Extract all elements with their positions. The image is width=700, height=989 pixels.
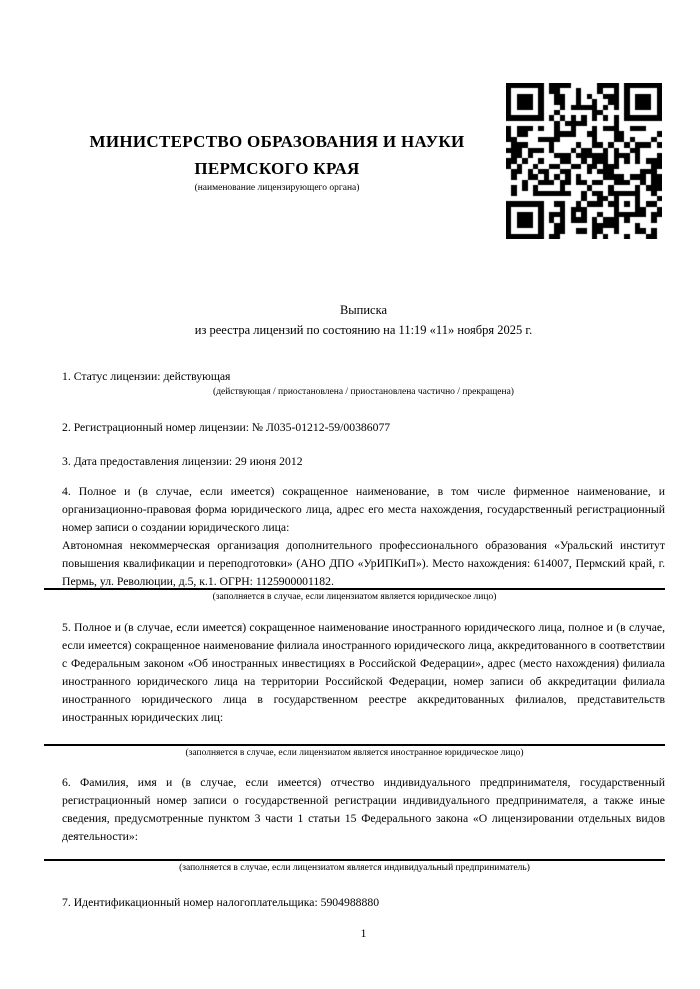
title-line1: Выписка [339, 303, 388, 317]
legal-entity-item [62, 483, 665, 592]
licensing-authority-caption: (наименование лицензирующего органа) [194, 183, 360, 193]
entrepreneur-caption: (заполняется в случае, если лицензиатом является индивидуальный предприниматель) [179, 863, 530, 873]
ministry-name-line1: МИНИСТЕРСТВО ОБРАЗОВАНИЯ И НАУКИ [89, 132, 465, 151]
license-status-options-caption: (действующая / приостановлена / приостановлена частично / прекращена) [213, 387, 514, 398]
fill-line-foreign-entity [44, 744, 665, 746]
page-number: 1 [360, 926, 367, 940]
taxpayer-id-item: 7. Идентификационный номер налогоплательщика: 5904988880 [62, 896, 380, 909]
license-status-text: 1. Статус лицензии: действующая [62, 370, 231, 383]
entrepreneur-item: 6. Фамилия, имя и (в случае, если имеется) отчество индивидуального предпринимателя, государственный регистрационный номер записи о государственной регистрации индивидуального предпринимателя, а также иные сведения, предусмотренные пунктом 3 части 1 статьи 15 Федерального закона «О лицензировании отдельных видов деятельности»: [62, 776, 665, 844]
document-header [47, 128, 507, 194]
fill-line-legal-entity [44, 588, 665, 590]
title-line2: из реестра лицензий по состоянию на 11:19 «11» ноября 2025 г. [194, 322, 533, 337]
legal-entity-caption: (заполняется в случае, если лицензиатом является юридическое лицо) [212, 592, 497, 602]
license-status-item [62, 368, 665, 398]
legal-entity-label: 4. Полное и (в случае, если имеется) сокращенное наименование, в том числе фирменное наименование, и организационно-правовая форма юридического лица, адрес его места нахождения, государственный регистрационный номер записи о создании юридического лица: [62, 485, 665, 535]
document-title [62, 301, 665, 340]
foreign-entity-caption: (заполняется в случае, если лицензиатом является иностранное юридическое лицо) [185, 748, 524, 758]
qr-code [506, 83, 662, 239]
legal-entity-value: Автономная некоммерческая организация дополнительного профессионального образования «Уральский институт повышения квалификации и переподготовки» (АНО ДПО «УрИПКиП»). Место нахождения: 614007, Пермский край, г. Пермь, ул. Революции, д.5, к.1. ОГРН: 1125900001182. [62, 539, 665, 589]
ministry-name-line2: ПЕРМСКОГО КРАЯ [194, 159, 360, 178]
foreign-entity-item: 5. Полное и (в случае, если имеется) сокращенное наименование иностранного юридического лица, полное и (в случае, если имеется) сокращенное наименование филиала иностранного юридического лица, аккредитованного в соответствии с Федеральным законом «Об иностранных инвестициях в Российской Федерации», адрес (место нахождения) филиала иностранного юридического лица на территории Российской Федерации, номер записи об аккредитации филиала иностранного юридического лица в государственном реестре аккредитованных филиалов, представительств иностранных юридических лиц: [62, 621, 665, 725]
registration-number-item: 2. Регистрационный номер лицензии: № Л035-01212-59/00386077 [62, 421, 391, 434]
fill-line-entrepreneur [44, 859, 665, 861]
license-grant-date-item: 3. Дата предоставления лицензии: 29 июня 2012 [62, 455, 303, 468]
